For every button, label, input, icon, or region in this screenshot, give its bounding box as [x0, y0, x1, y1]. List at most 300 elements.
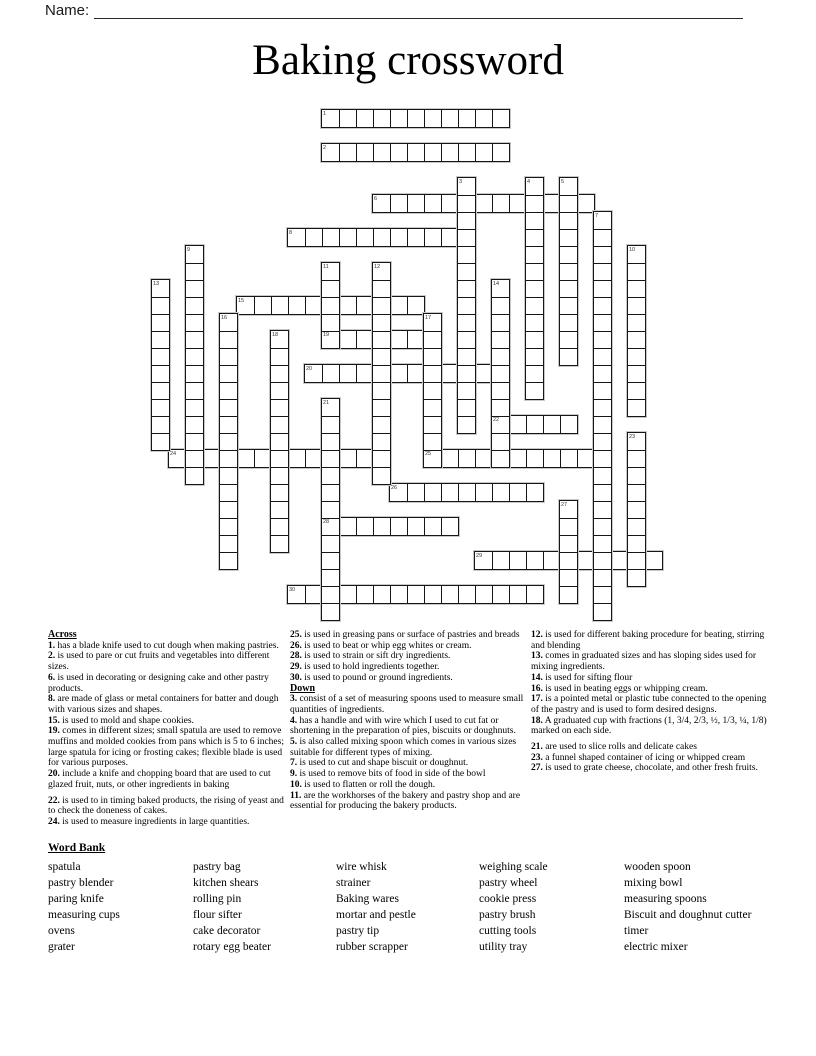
- crossword-cell[interactable]: [492, 280, 509, 297]
- crossword-cell[interactable]: [254, 450, 271, 467]
- crossword-cell[interactable]: [458, 263, 475, 280]
- crossword-cell[interactable]: [373, 229, 390, 246]
- crossword-cell[interactable]: [322, 314, 339, 331]
- crossword-cell[interactable]: [152, 416, 169, 433]
- crossword-cell[interactable]: [356, 365, 373, 382]
- crossword-cell[interactable]: [288, 450, 305, 467]
- crossword-cell[interactable]: [186, 450, 203, 467]
- crossword-cell[interactable]: [356, 518, 373, 535]
- crossword-cell[interactable]: [594, 603, 611, 620]
- crossword-cell[interactable]: [203, 450, 220, 467]
- crossword-cell[interactable]: [628, 535, 645, 552]
- crossword-cell[interactable]: [594, 586, 611, 603]
- crossword-cell[interactable]: [628, 382, 645, 399]
- crossword-cell[interactable]: [271, 416, 288, 433]
- crossword-cell[interactable]: [424, 314, 441, 331]
- crossword-cell[interactable]: [594, 229, 611, 246]
- crossword-cell[interactable]: [560, 450, 577, 467]
- crossword-cell[interactable]: [407, 518, 424, 535]
- crossword-cell[interactable]: [186, 314, 203, 331]
- crossword-cell[interactable]: [526, 297, 543, 314]
- crossword-cell[interactable]: [390, 586, 407, 603]
- crossword-cell[interactable]: [424, 110, 441, 127]
- crossword-cell[interactable]: [407, 586, 424, 603]
- crossword-cell[interactable]: [356, 297, 373, 314]
- crossword-cell[interactable]: [560, 552, 577, 569]
- crossword-cell[interactable]: [594, 382, 611, 399]
- crossword-cell[interactable]: [407, 229, 424, 246]
- crossword-cell[interactable]: [322, 297, 339, 314]
- crossword-cell[interactable]: [628, 484, 645, 501]
- crossword-cell[interactable]: [322, 399, 339, 416]
- crossword-cell[interactable]: [543, 450, 560, 467]
- crossword-cell[interactable]: [186, 246, 203, 263]
- crossword-cell[interactable]: [407, 110, 424, 127]
- crossword-cell[interactable]: [594, 569, 611, 586]
- crossword-cell[interactable]: [526, 314, 543, 331]
- crossword-cell[interactable]: [305, 450, 322, 467]
- crossword-cell[interactable]: [288, 297, 305, 314]
- crossword-cell[interactable]: [526, 229, 543, 246]
- crossword-cell[interactable]: [628, 467, 645, 484]
- crossword-cell[interactable]: [424, 144, 441, 161]
- crossword-cell[interactable]: [526, 212, 543, 229]
- crossword-cell[interactable]: [152, 382, 169, 399]
- crossword-cell[interactable]: [373, 314, 390, 331]
- crossword-cell[interactable]: [458, 280, 475, 297]
- crossword-cell[interactable]: [594, 348, 611, 365]
- crossword-cell[interactable]: [271, 467, 288, 484]
- crossword-cell[interactable]: [373, 280, 390, 297]
- crossword-cell[interactable]: [458, 297, 475, 314]
- crossword-cell[interactable]: [220, 314, 237, 331]
- crossword-cell[interactable]: [373, 365, 390, 382]
- crossword-cell[interactable]: [152, 331, 169, 348]
- crossword-cell[interactable]: [526, 382, 543, 399]
- crossword-cell[interactable]: [526, 331, 543, 348]
- crossword-cell[interactable]: [237, 450, 254, 467]
- crossword-cell[interactable]: [152, 399, 169, 416]
- crossword-cell[interactable]: [373, 467, 390, 484]
- crossword-cell[interactable]: [458, 144, 475, 161]
- crossword-cell[interactable]: [594, 484, 611, 501]
- crossword-cell[interactable]: [441, 518, 458, 535]
- crossword-cell[interactable]: [458, 229, 475, 246]
- crossword-cell[interactable]: [492, 484, 509, 501]
- crossword-cell[interactable]: [152, 348, 169, 365]
- crossword-cell[interactable]: [424, 348, 441, 365]
- crossword-cell[interactable]: [220, 518, 237, 535]
- crossword-cell[interactable]: [492, 348, 509, 365]
- crossword-cell[interactable]: [475, 110, 492, 127]
- crossword-cell[interactable]: [492, 586, 509, 603]
- crossword-cell[interactable]: [186, 433, 203, 450]
- crossword-cell[interactable]: [373, 195, 390, 212]
- crossword-cell[interactable]: [441, 229, 458, 246]
- crossword-cell[interactable]: [645, 552, 662, 569]
- crossword-cell[interactable]: [271, 501, 288, 518]
- crossword-cell[interactable]: [509, 484, 526, 501]
- crossword-cell[interactable]: [424, 331, 441, 348]
- crossword-cell[interactable]: [458, 382, 475, 399]
- crossword-cell[interactable]: [560, 280, 577, 297]
- crossword-cell[interactable]: [339, 331, 356, 348]
- crossword-cell[interactable]: [560, 569, 577, 586]
- crossword-cell[interactable]: [526, 263, 543, 280]
- crossword-cell[interactable]: [271, 518, 288, 535]
- crossword-cell[interactable]: [492, 416, 509, 433]
- crossword-cell[interactable]: [526, 416, 543, 433]
- crossword-cell[interactable]: [356, 144, 373, 161]
- crossword-cell[interactable]: [526, 586, 543, 603]
- crossword-cell[interactable]: [594, 297, 611, 314]
- crossword-cell[interactable]: [424, 416, 441, 433]
- crossword-cell[interactable]: [322, 535, 339, 552]
- crossword-cell[interactable]: [628, 263, 645, 280]
- crossword-cell[interactable]: [322, 144, 339, 161]
- crossword-cell[interactable]: [628, 518, 645, 535]
- crossword-cell[interactable]: [492, 365, 509, 382]
- crossword-cell[interactable]: [186, 399, 203, 416]
- crossword-cell[interactable]: [186, 331, 203, 348]
- crossword-cell[interactable]: [458, 314, 475, 331]
- crossword-cell[interactable]: [492, 314, 509, 331]
- crossword-cell[interactable]: [628, 348, 645, 365]
- crossword-cell[interactable]: [594, 535, 611, 552]
- crossword-cell[interactable]: [152, 433, 169, 450]
- crossword-cell[interactable]: [526, 246, 543, 263]
- crossword-cell[interactable]: [271, 535, 288, 552]
- crossword-cell[interactable]: [594, 552, 611, 569]
- crossword-cell[interactable]: [390, 229, 407, 246]
- crossword-cell[interactable]: [628, 501, 645, 518]
- crossword-cell[interactable]: [628, 433, 645, 450]
- crossword-cell[interactable]: [441, 450, 458, 467]
- crossword-cell[interactable]: [526, 365, 543, 382]
- crossword-cell[interactable]: [186, 348, 203, 365]
- crossword-cell[interactable]: [543, 416, 560, 433]
- crossword-cell[interactable]: [373, 331, 390, 348]
- crossword-cell[interactable]: [220, 501, 237, 518]
- crossword-cell[interactable]: [271, 348, 288, 365]
- crossword-cell[interactable]: [220, 467, 237, 484]
- crossword-cell[interactable]: [560, 297, 577, 314]
- crossword-cell[interactable]: [356, 229, 373, 246]
- crossword-cell[interactable]: [220, 365, 237, 382]
- crossword-cell[interactable]: [373, 433, 390, 450]
- crossword-cell[interactable]: [237, 297, 254, 314]
- crossword-cell[interactable]: [526, 348, 543, 365]
- crossword-cell[interactable]: [339, 144, 356, 161]
- crossword-cell[interactable]: [305, 297, 322, 314]
- crossword-cell[interactable]: [322, 433, 339, 450]
- crossword-cell[interactable]: [594, 280, 611, 297]
- crossword-cell[interactable]: [390, 195, 407, 212]
- crossword-cell[interactable]: [390, 110, 407, 127]
- crossword-cell[interactable]: [407, 297, 424, 314]
- crossword-cell[interactable]: [220, 416, 237, 433]
- crossword-cell[interactable]: [560, 178, 577, 195]
- crossword-cell[interactable]: [628, 552, 645, 569]
- crossword-cell[interactable]: [356, 586, 373, 603]
- crossword-cell[interactable]: [492, 144, 509, 161]
- crossword-cell[interactable]: [373, 110, 390, 127]
- crossword-cell[interactable]: [560, 518, 577, 535]
- crossword-cell[interactable]: [271, 433, 288, 450]
- crossword-cell[interactable]: [373, 450, 390, 467]
- crossword-cell[interactable]: [407, 195, 424, 212]
- crossword-cell[interactable]: [594, 467, 611, 484]
- crossword-cell[interactable]: [220, 450, 237, 467]
- crossword-cell[interactable]: [424, 399, 441, 416]
- crossword-cell[interactable]: [339, 450, 356, 467]
- crossword-cell[interactable]: [424, 586, 441, 603]
- crossword-cell[interactable]: [220, 535, 237, 552]
- crossword-cell[interactable]: [577, 450, 594, 467]
- crossword-cell[interactable]: [560, 314, 577, 331]
- crossword-cell[interactable]: [390, 331, 407, 348]
- crossword-cell[interactable]: [560, 586, 577, 603]
- crossword-cell[interactable]: [424, 229, 441, 246]
- crossword-cell[interactable]: [373, 348, 390, 365]
- crossword-cell[interactable]: [271, 382, 288, 399]
- crossword-cell[interactable]: [424, 450, 441, 467]
- crossword-cell[interactable]: [339, 110, 356, 127]
- crossword-cell[interactable]: [169, 450, 186, 467]
- crossword-cell[interactable]: [288, 586, 305, 603]
- crossword-cell[interactable]: [628, 280, 645, 297]
- crossword-cell[interactable]: [560, 416, 577, 433]
- crossword-cell[interactable]: [339, 229, 356, 246]
- crossword-cell[interactable]: [560, 348, 577, 365]
- crossword-cell[interactable]: [594, 212, 611, 229]
- crossword-cell[interactable]: [339, 297, 356, 314]
- crossword-cell[interactable]: [441, 195, 458, 212]
- crossword-cell[interactable]: [186, 280, 203, 297]
- crossword-cell[interactable]: [475, 484, 492, 501]
- crossword-cell[interactable]: [628, 246, 645, 263]
- crossword-cell[interactable]: [475, 144, 492, 161]
- crossword-cell[interactable]: [373, 399, 390, 416]
- crossword-cell[interactable]: [271, 399, 288, 416]
- crossword-cell[interactable]: [390, 144, 407, 161]
- crossword-cell[interactable]: [492, 433, 509, 450]
- crossword-cell[interactable]: [271, 331, 288, 348]
- crossword-cell[interactable]: [220, 399, 237, 416]
- crossword-cell[interactable]: [373, 382, 390, 399]
- crossword-cell[interactable]: [492, 399, 509, 416]
- crossword-cell[interactable]: [611, 552, 628, 569]
- crossword-cell[interactable]: [526, 178, 543, 195]
- crossword-cell[interactable]: [152, 314, 169, 331]
- crossword-cell[interactable]: [373, 416, 390, 433]
- crossword-cell[interactable]: [628, 450, 645, 467]
- crossword-cell[interactable]: [322, 467, 339, 484]
- crossword-cell[interactable]: [458, 586, 475, 603]
- crossword-cell[interactable]: [492, 297, 509, 314]
- crossword-cell[interactable]: [305, 365, 322, 382]
- crossword-cell[interactable]: [475, 586, 492, 603]
- crossword-cell[interactable]: [220, 382, 237, 399]
- crossword-cell[interactable]: [356, 331, 373, 348]
- crossword-cell[interactable]: [322, 569, 339, 586]
- crossword-cell[interactable]: [458, 365, 475, 382]
- crossword-cell[interactable]: [594, 246, 611, 263]
- crossword-cell[interactable]: [594, 331, 611, 348]
- crossword-cell[interactable]: [509, 450, 526, 467]
- crossword-cell[interactable]: [560, 212, 577, 229]
- crossword-cell[interactable]: [407, 331, 424, 348]
- crossword-cell[interactable]: [271, 484, 288, 501]
- crossword-cell[interactable]: [322, 280, 339, 297]
- crossword-cell[interactable]: [492, 382, 509, 399]
- crossword-cell[interactable]: [220, 331, 237, 348]
- crossword-cell[interactable]: [577, 195, 594, 212]
- crossword-cell[interactable]: [441, 586, 458, 603]
- crossword-cell[interactable]: [152, 280, 169, 297]
- crossword-cell[interactable]: [186, 416, 203, 433]
- crossword-cell[interactable]: [373, 144, 390, 161]
- crossword-cell[interactable]: [543, 552, 560, 569]
- crossword-cell[interactable]: [152, 365, 169, 382]
- crossword-cell[interactable]: [322, 518, 339, 535]
- crossword-cell[interactable]: [322, 229, 339, 246]
- crossword-cell[interactable]: [356, 110, 373, 127]
- crossword-cell[interactable]: [424, 195, 441, 212]
- crossword-cell[interactable]: [492, 450, 509, 467]
- crossword-cell[interactable]: [322, 603, 339, 620]
- crossword-cell[interactable]: [322, 552, 339, 569]
- crossword-cell[interactable]: [322, 365, 339, 382]
- crossword-cell[interactable]: [322, 331, 339, 348]
- crossword-cell[interactable]: [424, 365, 441, 382]
- crossword-cell[interactable]: [322, 263, 339, 280]
- crossword-cell[interactable]: [458, 484, 475, 501]
- crossword-cell[interactable]: [594, 314, 611, 331]
- crossword-cell[interactable]: [594, 263, 611, 280]
- crossword-cell[interactable]: [407, 365, 424, 382]
- crossword-cell[interactable]: [322, 501, 339, 518]
- crossword-cell[interactable]: [424, 382, 441, 399]
- crossword-cell[interactable]: [424, 484, 441, 501]
- crossword-cell[interactable]: [492, 331, 509, 348]
- crossword-cell[interactable]: [628, 569, 645, 586]
- crossword-cell[interactable]: [271, 297, 288, 314]
- crossword-cell[interactable]: [424, 518, 441, 535]
- crossword-cell[interactable]: [407, 144, 424, 161]
- crossword-cell[interactable]: [475, 450, 492, 467]
- crossword-cell[interactable]: [509, 195, 526, 212]
- crossword-cell[interactable]: [271, 365, 288, 382]
- crossword-cell[interactable]: [220, 552, 237, 569]
- crossword-cell[interactable]: [492, 195, 509, 212]
- crossword-cell[interactable]: [628, 331, 645, 348]
- crossword-cell[interactable]: [492, 552, 509, 569]
- crossword-cell[interactable]: [288, 229, 305, 246]
- crossword-cell[interactable]: [322, 484, 339, 501]
- crossword-cell[interactable]: [628, 399, 645, 416]
- crossword-cell[interactable]: [458, 450, 475, 467]
- crossword-cell[interactable]: [475, 365, 492, 382]
- crossword-cell[interactable]: [305, 586, 322, 603]
- crossword-cell[interactable]: [475, 552, 492, 569]
- crossword-cell[interactable]: [186, 365, 203, 382]
- crossword-cell[interactable]: [390, 297, 407, 314]
- crossword-cell[interactable]: [305, 229, 322, 246]
- crossword-cell[interactable]: [390, 484, 407, 501]
- crossword-cell[interactable]: [458, 399, 475, 416]
- crossword-cell[interactable]: [594, 433, 611, 450]
- crossword-cell[interactable]: [186, 263, 203, 280]
- crossword-cell[interactable]: [560, 535, 577, 552]
- crossword-cell[interactable]: [577, 552, 594, 569]
- crossword-cell[interactable]: [628, 314, 645, 331]
- crossword-cell[interactable]: [254, 297, 271, 314]
- crossword-cell[interactable]: [560, 229, 577, 246]
- crossword-cell[interactable]: [458, 212, 475, 229]
- crossword-cell[interactable]: [220, 348, 237, 365]
- crossword-cell[interactable]: [458, 195, 475, 212]
- crossword-cell[interactable]: [339, 518, 356, 535]
- crossword-cell[interactable]: [441, 110, 458, 127]
- crossword-cell[interactable]: [186, 297, 203, 314]
- crossword-cell[interactable]: [339, 365, 356, 382]
- crossword-cell[interactable]: [458, 331, 475, 348]
- crossword-cell[interactable]: [322, 110, 339, 127]
- crossword-cell[interactable]: [543, 195, 560, 212]
- crossword-cell[interactable]: [458, 178, 475, 195]
- crossword-cell[interactable]: [152, 297, 169, 314]
- crossword-cell[interactable]: [475, 195, 492, 212]
- crossword-cell[interactable]: [509, 552, 526, 569]
- crossword-cell[interactable]: [526, 450, 543, 467]
- crossword-cell[interactable]: [458, 348, 475, 365]
- crossword-cell[interactable]: [526, 484, 543, 501]
- crossword-cell[interactable]: [458, 110, 475, 127]
- crossword-cell[interactable]: [322, 416, 339, 433]
- crossword-cell[interactable]: [560, 263, 577, 280]
- crossword-cell[interactable]: [526, 280, 543, 297]
- crossword-cell[interactable]: [560, 195, 577, 212]
- crossword-cell[interactable]: [594, 399, 611, 416]
- crossword-cell[interactable]: [509, 416, 526, 433]
- crossword-cell[interactable]: [594, 518, 611, 535]
- crossword-cell[interactable]: [271, 450, 288, 467]
- crossword-cell[interactable]: [373, 263, 390, 280]
- crossword-cell[interactable]: [441, 484, 458, 501]
- crossword-cell[interactable]: [373, 518, 390, 535]
- crossword-cell[interactable]: [560, 501, 577, 518]
- crossword-cell[interactable]: [373, 297, 390, 314]
- crossword-cell[interactable]: [390, 365, 407, 382]
- crossword-cell[interactable]: [407, 484, 424, 501]
- crossword-cell[interactable]: [186, 467, 203, 484]
- crossword-cell[interactable]: [424, 433, 441, 450]
- crossword-cell[interactable]: [186, 382, 203, 399]
- crossword-cell[interactable]: [322, 450, 339, 467]
- crossword-cell[interactable]: [560, 331, 577, 348]
- crossword-cell[interactable]: [628, 365, 645, 382]
- crossword-cell[interactable]: [373, 586, 390, 603]
- crossword-cell[interactable]: [339, 586, 356, 603]
- crossword-cell[interactable]: [509, 586, 526, 603]
- crossword-cell[interactable]: [492, 110, 509, 127]
- crossword-cell[interactable]: [220, 484, 237, 501]
- crossword-cell[interactable]: [594, 416, 611, 433]
- crossword-cell[interactable]: [458, 416, 475, 433]
- crossword-cell[interactable]: [441, 144, 458, 161]
- crossword-cell[interactable]: [322, 586, 339, 603]
